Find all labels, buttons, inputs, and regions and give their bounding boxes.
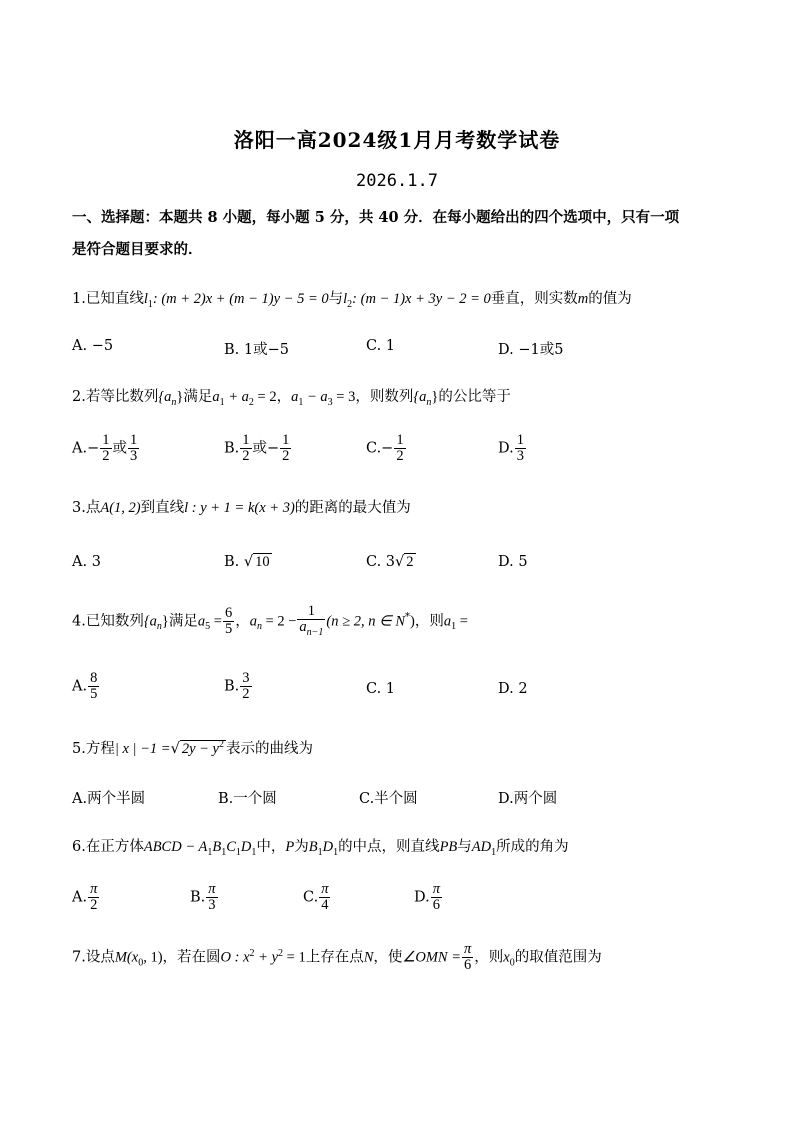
fraction: $\frac{8}{5}$	[90, 670, 98, 703]
fraction: $\frac{\pi}{3}$	[208, 881, 216, 914]
question-5: 5.方程| x | −1 =√ $2y - y^2$ 表示的曲线为	[72, 739, 313, 757]
section-heading-line1: 一、选择题：本题共 8 小题，每小题 5 分，共 40 分．在每小题给出的四个选项中，只有一项	[72, 209, 680, 226]
fraction: $\frac{3}{2}$	[242, 670, 250, 703]
fraction: $\frac{\pi}{6}$	[432, 881, 440, 914]
fraction: $\frac{1}{3}$	[130, 432, 138, 465]
fraction: $\frac{1}{a_{n-1}}$	[299, 603, 324, 639]
fraction: $\frac{1}{2}$	[242, 432, 250, 465]
fraction: $\frac{\pi}{2}$	[90, 881, 98, 914]
q5-option-d[interactable]: D.两个圆	[498, 791, 558, 807]
question-7: 7.设点$M(x_0$, 1)，若在圆O : $x^2 + y^2 = 1$上存在点N，使∠OMN = $\frac{\pi}{6}$ ，则$x_0$的取值范围为	[72, 941, 602, 974]
q2-option-a[interactable]: A.− $\frac{1}{2}$ 或 $\frac{1}{3}$	[72, 432, 138, 465]
q1-option-a[interactable]: A. −5	[72, 338, 114, 354]
q5-option-b[interactable]: B.一个圆	[218, 791, 277, 807]
q3-option-d[interactable]: D. 5	[498, 554, 528, 570]
q1-option-b[interactable]: B. 1或−5	[224, 342, 289, 358]
q2-option-b[interactable]: B. $\frac{1}{2}$ 或− $\frac{1}{2}$	[224, 432, 290, 465]
q4-option-b[interactable]: B. $\frac{3}{2}$	[224, 670, 250, 703]
q4-option-a[interactable]: A. $\frac{8}{5}$	[72, 670, 98, 703]
question-6: 6.在正方体ABCD − $A_1B_1C_1D_1$中，P为$B_1D_1$的中点，则直线PB与$AD_1$所成的角为	[72, 839, 569, 858]
q4-option-c[interactable]: C. 1	[366, 681, 396, 697]
q6-option-a[interactable]: A. $\frac{\pi}{2}$	[72, 881, 98, 914]
page-title: 洛阳一高2024级1月月考数学试卷	[233, 128, 561, 152]
q3-option-a[interactable]: A. 3	[72, 554, 101, 570]
fraction: $\frac{1}{2}$	[396, 432, 404, 465]
q2-option-d[interactable]: D. $\frac{1}{3}$	[498, 432, 524, 465]
q6-option-b[interactable]: B. $\frac{\pi}{3}$	[190, 881, 216, 914]
q4-option-d[interactable]: D. 2	[498, 681, 528, 697]
q6-option-d[interactable]: D. $\frac{\pi}{6}$	[414, 881, 440, 914]
q6-option-c[interactable]: C. $\frac{\pi}{4}$	[303, 881, 329, 914]
fraction: $\frac{\pi}{4}$	[321, 881, 329, 914]
fraction: $\frac{1}{2}$	[282, 432, 290, 465]
question-number: 1.	[72, 291, 86, 307]
q3-option-c[interactable]: C. 3√ 2	[366, 554, 414, 570]
q5-option-a[interactable]: A.两个半圆	[72, 791, 146, 807]
question-3: 3.点A(1, 2)到直线l : y + 1 = k(x + 3)的距离的最大值为	[72, 500, 411, 516]
question-4: 4.已知数列$\{a_n\}$满足$a_5$ = $\frac{6}{5}$ ，$a_n = 2$ − $\frac{1}{a_{n-1}}$ (n ≥ 2, n ∈ N*)，则$a_1$ =	[72, 603, 468, 639]
exam-date: 2026.1.7	[356, 171, 438, 191]
fraction: $\frac{1}{2}$	[102, 432, 110, 465]
fraction: $\frac{\pi}{6}$	[464, 941, 472, 974]
fraction: $\frac{6}{5}$	[224, 604, 233, 637]
section-heading-line2: 是符合题目要求的．	[72, 241, 203, 258]
q2-option-c[interactable]: C.− $\frac{1}{2}$	[366, 432, 404, 465]
q1-option-c[interactable]: C. 1	[366, 338, 396, 354]
question-2: 2.若等比数列$\{a_n\}$满足$a_1 + a_2 = 2$，$a_1 - a_3 = 3$，则数列$\{a_n\}$的公比等于	[72, 389, 511, 408]
q5-option-c[interactable]: C.半个圆	[359, 791, 418, 807]
q1-option-d[interactable]: D. −1或5	[498, 342, 564, 358]
fraction: $\frac{1}{3}$	[516, 432, 524, 465]
q3-option-b[interactable]: B. √ 10	[224, 554, 270, 570]
question-1: 1.已知直线$l_1$: (m + 2)x + (m − 1)y − 5 = 0与$l_2$: (m − 1)x + 3y − 2 = 0垂直，则实数m的值为	[72, 291, 632, 310]
